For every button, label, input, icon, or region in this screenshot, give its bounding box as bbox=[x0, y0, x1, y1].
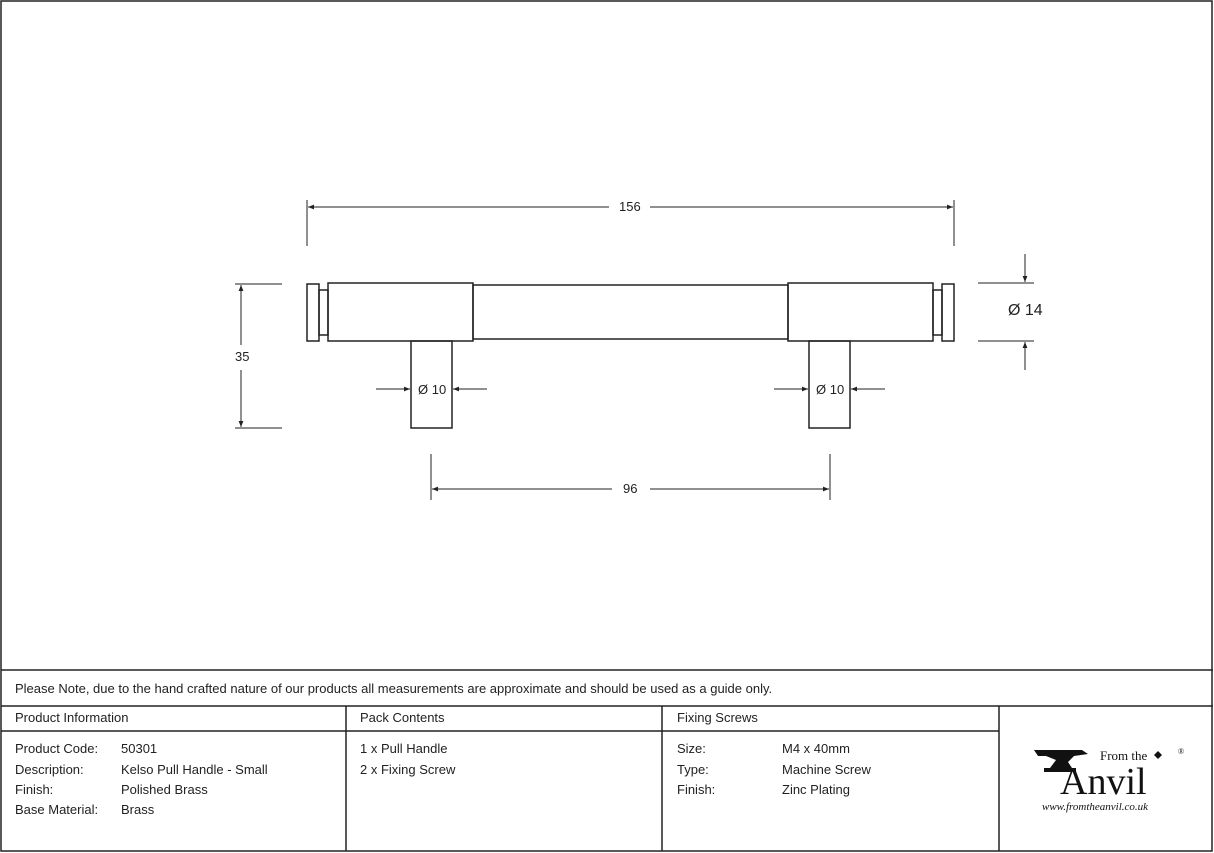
centres-label: 96 bbox=[620, 482, 640, 496]
right-cap-ring bbox=[933, 290, 942, 335]
base-material-value: Brass bbox=[121, 802, 155, 817]
screw-size-value: M4 x 40mm bbox=[782, 741, 850, 756]
screw-type-value: Machine Screw bbox=[782, 762, 871, 777]
logo-line1: From the bbox=[1100, 748, 1148, 763]
pack-item: 2 x Fixing Screw bbox=[360, 762, 456, 777]
handle-outline bbox=[307, 283, 954, 428]
logo-brand: Anvil bbox=[1060, 761, 1147, 803]
registered-mark: ® bbox=[1178, 747, 1185, 756]
left-cap-ring bbox=[319, 290, 328, 335]
from-the-anvil-logo bbox=[1030, 742, 1190, 816]
overall-length-label: 156 bbox=[616, 200, 644, 214]
right-collar bbox=[788, 283, 933, 341]
screw-size-label: Size: bbox=[677, 741, 706, 756]
bar-diameter-label: Ø 14 bbox=[1005, 304, 1046, 318]
finish-label: Finish: bbox=[15, 782, 54, 797]
product-code-label: Product Code: bbox=[15, 741, 99, 756]
base-material-label: Base Material: bbox=[15, 802, 99, 817]
disclaimer-note: Please Note, due to the hand crafted nature of our products all measurements are approximate and should be used as a guide only. bbox=[15, 681, 773, 696]
description-label: Description: bbox=[15, 762, 84, 777]
right-end-cap bbox=[942, 284, 954, 341]
finish-value: Polished Brass bbox=[121, 782, 208, 797]
centre-bar bbox=[473, 285, 788, 339]
dimension-lines bbox=[235, 200, 1034, 500]
left-end-cap bbox=[307, 284, 319, 341]
logo-url: www.fromtheanvil.co.uk bbox=[1042, 801, 1149, 813]
product-code-value: 50301 bbox=[121, 741, 158, 756]
product-info-heading: Product Information bbox=[15, 710, 129, 725]
pack-item: 1 x Pull Handle bbox=[360, 741, 448, 756]
pack-contents-heading: Pack Contents bbox=[360, 710, 445, 725]
right-leg-diameter-label: Ø 10 bbox=[813, 383, 847, 397]
left-leg-diameter-label: Ø 10 bbox=[415, 383, 449, 397]
screw-finish-value: Zinc Plating bbox=[782, 782, 850, 797]
left-collar bbox=[328, 283, 473, 341]
screw-finish-label: Finish: bbox=[677, 782, 716, 797]
screw-type-label: Type: bbox=[677, 762, 709, 777]
diamond-icon bbox=[1154, 751, 1162, 759]
fixing-screws-heading: Fixing Screws bbox=[677, 710, 758, 725]
page-border bbox=[1, 1, 1212, 851]
height-label: 35 bbox=[232, 350, 252, 364]
description-value: Kelso Pull Handle - Small bbox=[121, 762, 268, 777]
